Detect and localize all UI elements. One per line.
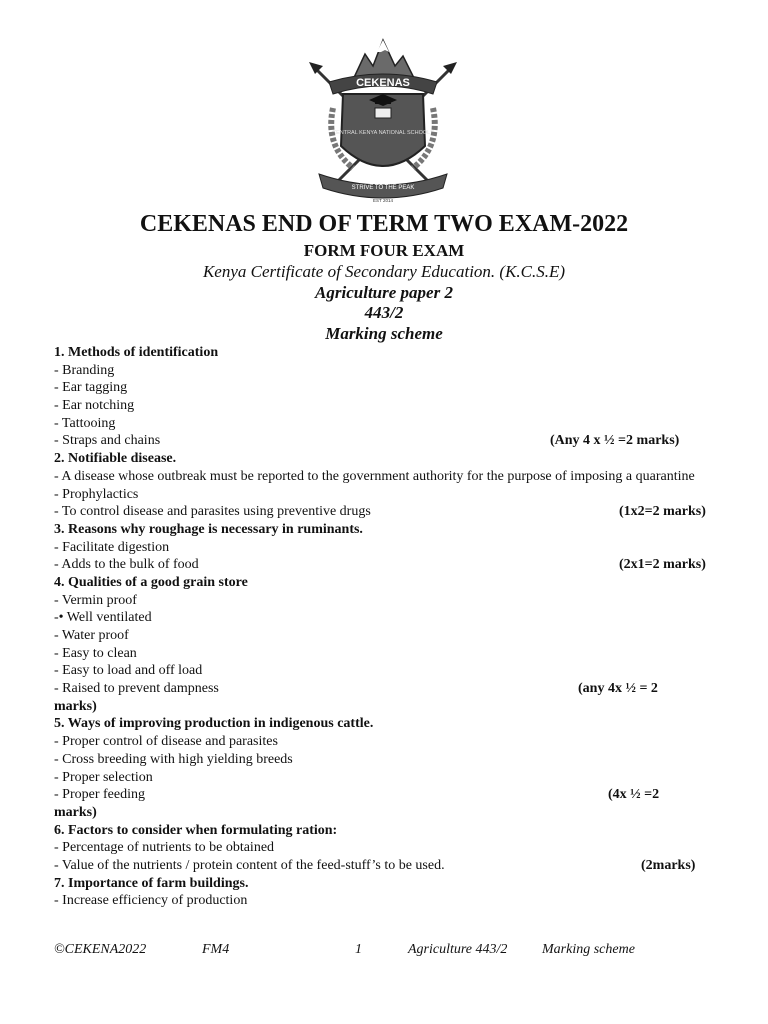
answer-item: - Ear notching bbox=[54, 398, 135, 414]
answer-item: - Vermin proof bbox=[54, 592, 137, 608]
answer-item: - Prophylactics bbox=[54, 486, 139, 502]
crest-banner-text: CEKENAS bbox=[356, 77, 410, 89]
document-type: Marking scheme bbox=[325, 324, 443, 343]
answer-item: - Cross breeding with high yielding breeds bbox=[54, 751, 293, 767]
marks-allocation-continued: marks) bbox=[54, 804, 97, 820]
answer-row bbox=[54, 503, 714, 521]
answer-row bbox=[54, 556, 714, 574]
page-footer bbox=[0, 942, 768, 960]
exam-title: CEKENAS END OF TERM TWO EXAM-2022 bbox=[139, 211, 629, 237]
answer-item: - Raised to prevent dampness bbox=[54, 681, 219, 697]
paper-code: 443/2 bbox=[364, 303, 404, 322]
answer-row bbox=[54, 680, 714, 698]
question-4-title: 4. Qualities of a good grain store bbox=[54, 574, 248, 590]
marks-allocation: (4x ½ =2 bbox=[608, 787, 660, 803]
answer-item: - Increase efficiency of production bbox=[54, 893, 248, 909]
question-2-title: 2. Notifiable disease. bbox=[54, 451, 177, 467]
footer-copyright: ©CEKENA2022 bbox=[54, 942, 147, 957]
crest-school-text: CENTRAL KENYA NATIONAL SCHOOLS bbox=[332, 130, 434, 136]
answer-row bbox=[54, 786, 714, 804]
marks-allocation: (1x2=2 marks) bbox=[619, 504, 706, 520]
answer-item: - Proper feeding bbox=[54, 787, 145, 803]
question-7-title: 7. Importance of farm buildings. bbox=[54, 875, 249, 891]
answer-item: - Percentage of nutrients to be obtained bbox=[54, 840, 275, 856]
answer-item: -• Well ventilated bbox=[54, 610, 152, 626]
answer-row bbox=[54, 857, 714, 875]
marks-allocation: (Any 4 x ½ =2 marks) bbox=[550, 433, 680, 449]
answer-item: - Ear tagging bbox=[54, 380, 128, 396]
answer-item: - Adds to the bulk of food bbox=[54, 557, 199, 573]
crest-est-text: EST 2014 bbox=[373, 198, 393, 203]
marks-allocation: (2x1=2 marks) bbox=[619, 557, 706, 573]
footer-page-number: 1 bbox=[355, 942, 362, 957]
question-6-title: 6. Factors to consider when formulating ration: bbox=[54, 822, 338, 838]
answer-item: - Branding bbox=[54, 362, 115, 378]
answer-item: - Straps and chains bbox=[54, 433, 161, 449]
school-crest-logo bbox=[303, 36, 463, 208]
answer-item: - Value of the nutrients / protein content of the feed-stuff’s to be used. bbox=[54, 857, 445, 873]
marks-allocation: (any 4x ½ = 2 bbox=[578, 681, 658, 697]
marking-scheme-body bbox=[54, 344, 714, 910]
footer-subject: Agriculture 443/2 bbox=[408, 942, 508, 957]
answer-item: - Easy to load and off load bbox=[54, 663, 203, 679]
question-1-title: 1. Methods of identification bbox=[54, 345, 219, 360]
form-label: FORM FOUR EXAM bbox=[303, 241, 465, 260]
answer-item: - Water proof bbox=[54, 628, 129, 644]
answer-item: - To control disease and parasites using preventive drugs bbox=[54, 504, 371, 520]
answer-item: - Facilitate digestion bbox=[54, 539, 170, 555]
question-5-title: 5. Ways of improving production in indigenous cattle. bbox=[54, 716, 374, 732]
crest-motto-text: STRIVE TO THE PEAK bbox=[351, 185, 415, 191]
marks-allocation: (2marks) bbox=[641, 857, 696, 873]
answer-row bbox=[54, 432, 714, 450]
answer-item: - Tattooing bbox=[54, 415, 116, 431]
answer-item: - Proper selection bbox=[54, 769, 153, 785]
footer-form: FM4 bbox=[202, 942, 230, 957]
subject-label: Agriculture paper 2 bbox=[315, 283, 453, 302]
marks-allocation-continued: marks) bbox=[54, 698, 97, 714]
question-3-title: 3. Reasons why roughage is necessary in ruminants. bbox=[54, 521, 363, 537]
answer-item: - A disease whose outbreak must be reported to the government authority for the purpose of imposing a quarantine bbox=[54, 468, 695, 484]
answer-item: - Easy to clean bbox=[54, 645, 137, 661]
certificate-label: Kenya Certificate of Secondary Education. (K.C.S.E) bbox=[202, 262, 566, 281]
answer-item: - Proper control of disease and parasites bbox=[54, 734, 278, 750]
footer-doc-type: Marking scheme bbox=[542, 942, 635, 957]
